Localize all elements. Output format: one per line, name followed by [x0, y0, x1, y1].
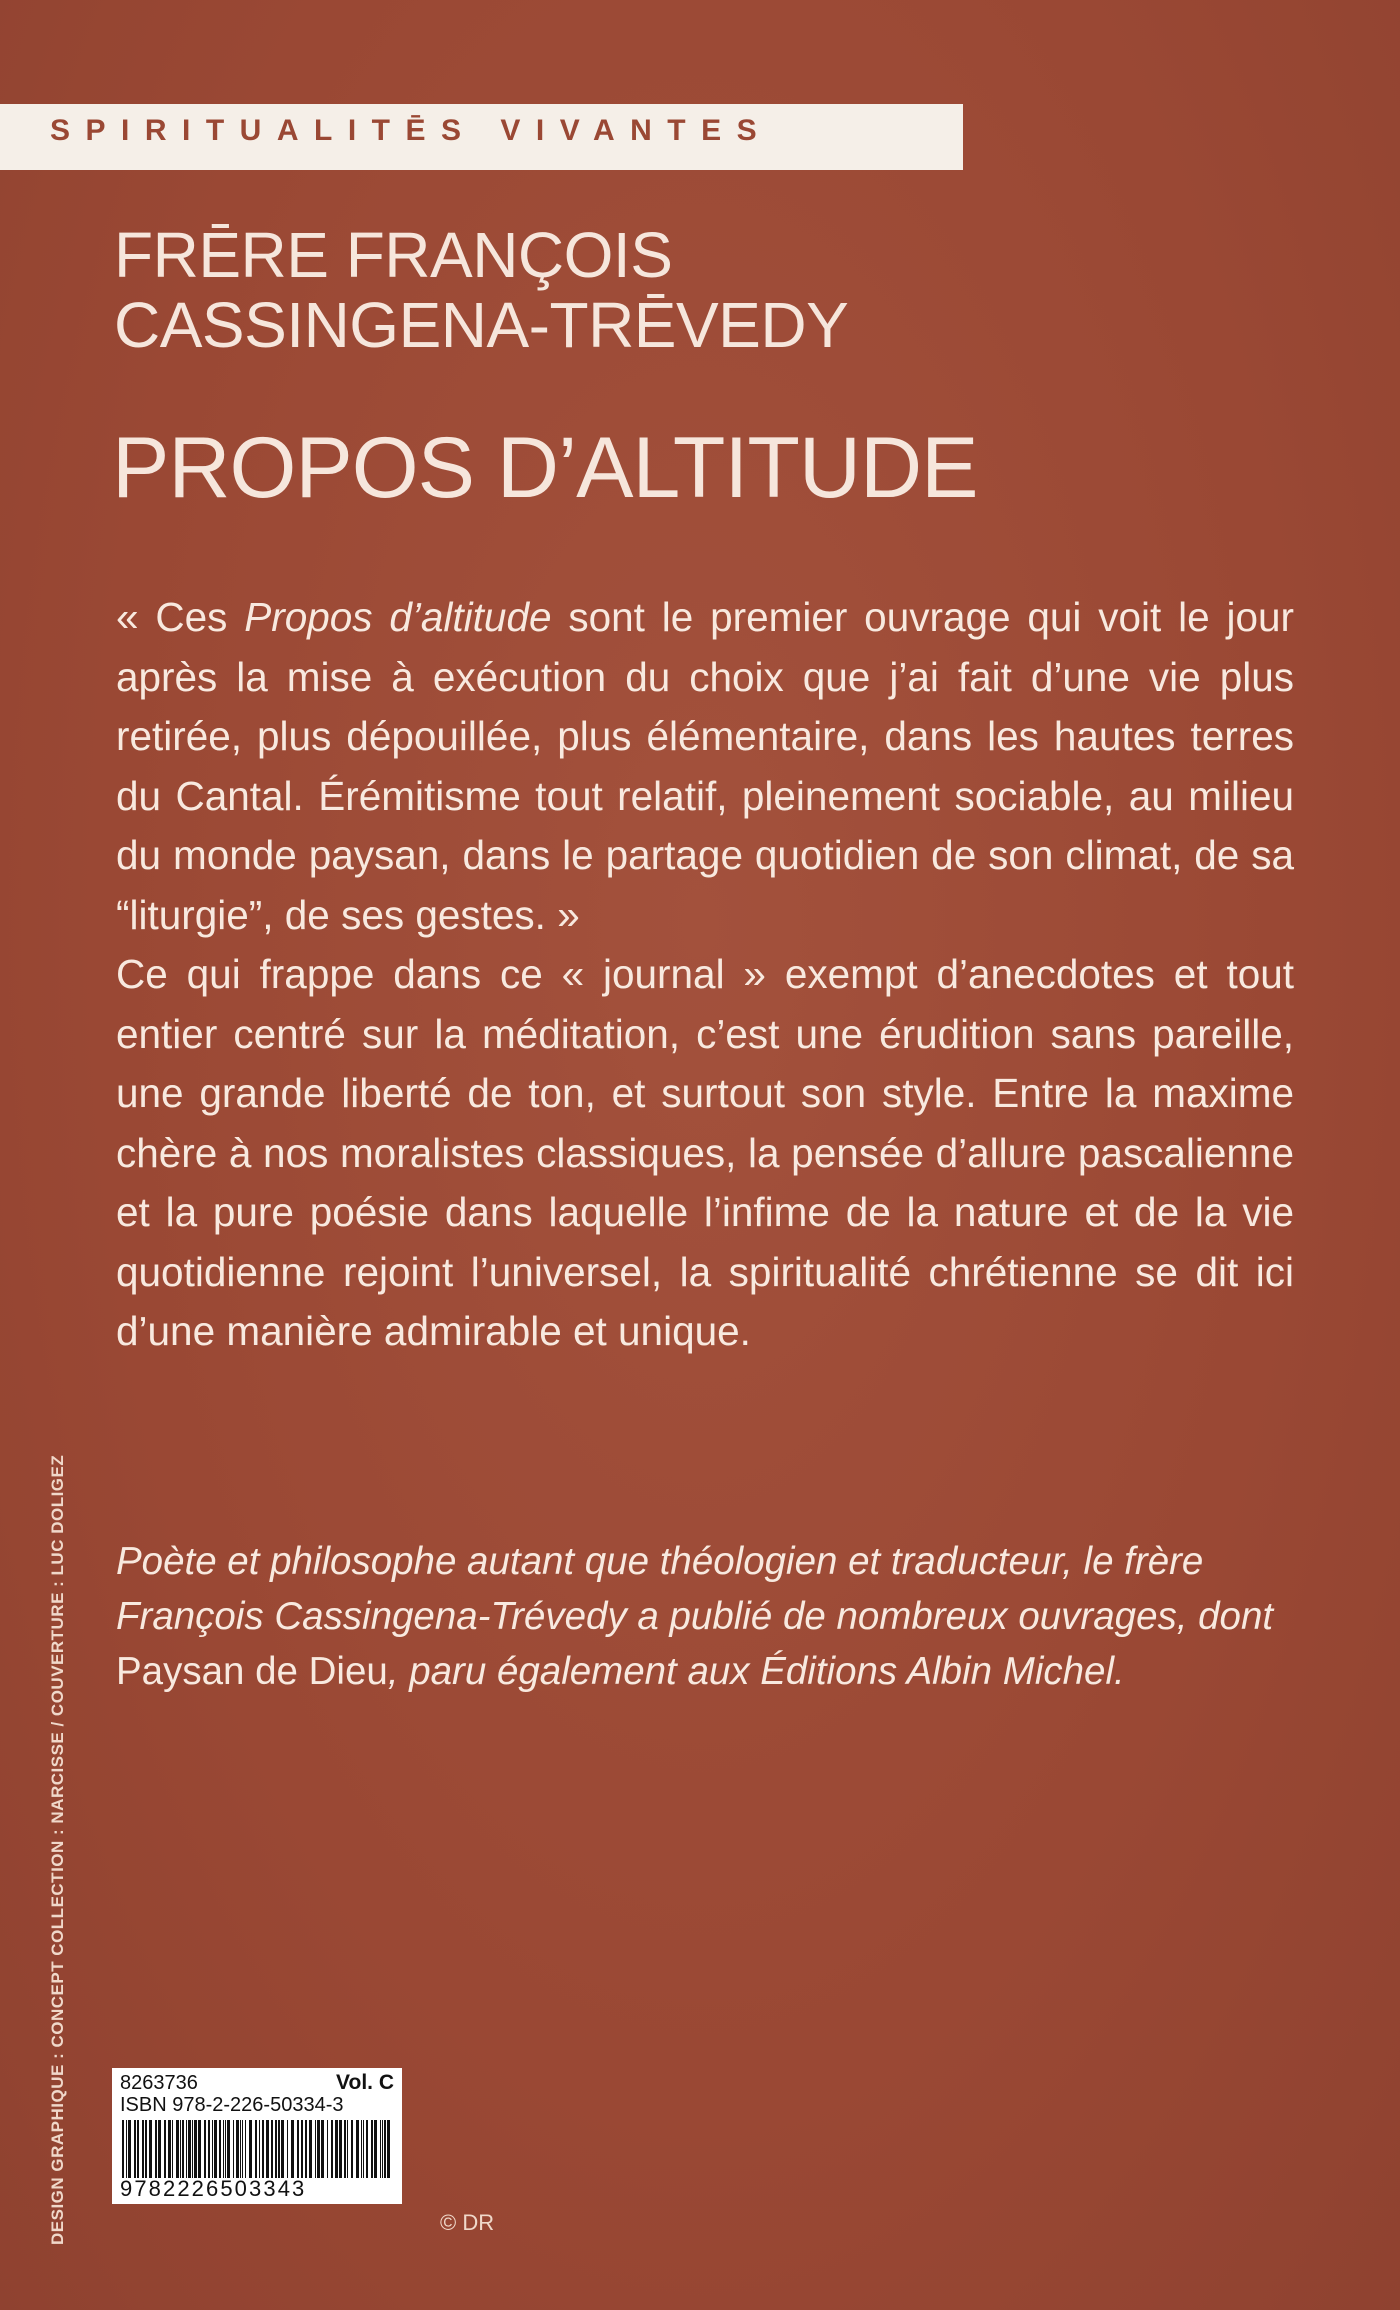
barcode-bar: [158, 2120, 161, 2178]
design-credit: DESIGN GRAPHIQUE : CONCEPT COLLECTION : NARCISSE / COUVERTURE : LUC DOLIGEZ: [48, 1454, 67, 2245]
barcode-bar: [142, 2120, 144, 2178]
barcode-bar: [208, 2120, 210, 2178]
blurb-paragraph-2: Ce qui frappe dans ce « journal » exempt d’anecdotes et tout entier centré sur la méditation, c’est une érudition sans pareille, une grande liberté de ton, et surtout son style. Entre la maxime chère à nos moralistes classiques, la pensée d’allure pascalienne et la pure poésie dans laquelle l’infime de la nature et de la vie quotidienne rejoint l’universel, la spiritualité chrétienne se dit ici d’une manière admirable et unique.: [116, 951, 1294, 1354]
barcode-bar: [219, 2120, 221, 2178]
barcode-bar: [297, 2120, 299, 2178]
barcode-bar: [198, 2120, 201, 2178]
barcode-digits: 9782226503343: [120, 2176, 307, 2201]
barcode-bar: [384, 2120, 386, 2178]
barcode-bar: [380, 2120, 381, 2178]
barcode-bar: [259, 2120, 260, 2178]
barcode-block: [112, 2068, 402, 2204]
blurb-quote-open: « Ces: [116, 594, 245, 640]
barcode-bars: [120, 2120, 394, 2178]
barcode-bar: [281, 2120, 284, 2178]
barcode-bar: [387, 2120, 390, 2178]
barcode-bar: [339, 2120, 342, 2178]
barcode-bar: [227, 2120, 230, 2178]
barcode-bar: [242, 2120, 243, 2178]
barcode-bar: [122, 2120, 124, 2178]
barcode-bar: [233, 2120, 234, 2178]
bio-text-before: Poète et philosophe autant que théologien et traducteur, le frère François Cassingena-Trévedy a publié de nombreux ouvrages, dont: [116, 1540, 1274, 1638]
barcode-bar: [287, 2120, 288, 2178]
barcode-bar: [321, 2120, 324, 2178]
barcode-bar: [301, 2120, 303, 2178]
barcode-bar: [262, 2120, 264, 2178]
barcode-bar: [309, 2120, 312, 2178]
author-name: [114, 220, 848, 360]
barcode-isbn: ISBN 978-2-226-50334-3: [120, 2094, 344, 2116]
barcode-bar: [249, 2120, 252, 2178]
barcode-bar: [374, 2120, 377, 2178]
barcode-bar: [366, 2120, 368, 2178]
blurb-quote-title: Propos d’altitude: [244, 594, 552, 640]
barcode-bar: [278, 2120, 280, 2178]
barcode-bar: [137, 2120, 139, 2178]
book-title: PROPOS D’ALTITUDE: [112, 420, 978, 516]
barcode-bar: [335, 2120, 338, 2178]
barcode-bar: [266, 2120, 269, 2178]
barcode-bar: [214, 2120, 217, 2178]
barcode-bar: [176, 2120, 179, 2178]
barcode-bar: [382, 2120, 383, 2178]
barcode-bar: [223, 2120, 224, 2178]
barcode-bar: [164, 2120, 166, 2178]
barcode-bar: [225, 2120, 226, 2178]
barcode-bar: [194, 2120, 197, 2178]
series-label: SPIRITUALITĒS VIVANTES: [50, 114, 773, 147]
barcode-bar: [351, 2120, 353, 2178]
barcode-bar: [168, 2120, 171, 2178]
bio-book-title: Paysan de Dieu: [116, 1650, 388, 1693]
barcode-bar: [212, 2120, 213, 2178]
photo-copyright: © DR: [440, 2210, 495, 2235]
barcode-bar: [188, 2120, 191, 2178]
barcode-bar: [305, 2120, 307, 2178]
barcode-bar: [361, 2120, 362, 2178]
barcode-bar: [363, 2120, 364, 2178]
barcode-bar: [327, 2120, 328, 2178]
barcode-bar: [347, 2120, 348, 2178]
barcode-bar: [172, 2120, 173, 2178]
barcode-bar: [126, 2120, 127, 2178]
barcode-bar: [356, 2120, 359, 2178]
barcode-bar: [255, 2120, 257, 2178]
author-line-1: FRĒRE FRANÇOIS: [114, 219, 673, 291]
barcode-bar: [236, 2120, 239, 2178]
author-line-2: CASSINGENA-TRĒVEDY: [114, 289, 849, 361]
barcode-bar: [245, 2120, 246, 2178]
barcode-bar: [317, 2120, 320, 2178]
barcode-ref: 8263736: [120, 2072, 198, 2094]
barcode-bar: [149, 2120, 152, 2178]
barcode-bar: [155, 2120, 157, 2178]
author-bio: [116, 1534, 1294, 1699]
barcode-bar: [192, 2120, 193, 2178]
barcode-bar: [134, 2120, 136, 2178]
barcode-bar: [145, 2120, 147, 2178]
barcode-bar: [291, 2120, 294, 2178]
barcode-bar: [344, 2120, 346, 2178]
barcode-bar: [371, 2120, 373, 2178]
barcode-bar: [271, 2120, 273, 2178]
bio-text-after: , paru également aux Éditions Albin Michel.: [387, 1650, 1125, 1693]
barcode-bar: [182, 2120, 184, 2178]
blurb: [116, 588, 1294, 1362]
barcode-volume: Vol. C: [336, 2071, 394, 2094]
blurb-quote: [116, 588, 1294, 945]
blurb-quote-rest: sont le premier ouvrage qui voit le jour après la mise à exécution du choix que j’ai fait d’une vie plus retirée, plus dépouillée, plus élémentaire, dans les hautes terres du Cantal. Érémitisme tout relatif, pleinement sociable, au milieu du monde paysan, dans le partage quotidien de son climat, de sa “liturgie”, de ses gestes. »: [116, 594, 1294, 938]
barcode-bar: [240, 2120, 241, 2178]
barcode-bar: [204, 2120, 206, 2178]
barcode-bar: [180, 2120, 181, 2178]
barcode-bar: [315, 2120, 316, 2178]
barcode-bar: [331, 2120, 333, 2178]
barcode-bar: [128, 2120, 131, 2178]
barcode-bar: [275, 2120, 277, 2178]
barcode-bar: [186, 2120, 187, 2178]
